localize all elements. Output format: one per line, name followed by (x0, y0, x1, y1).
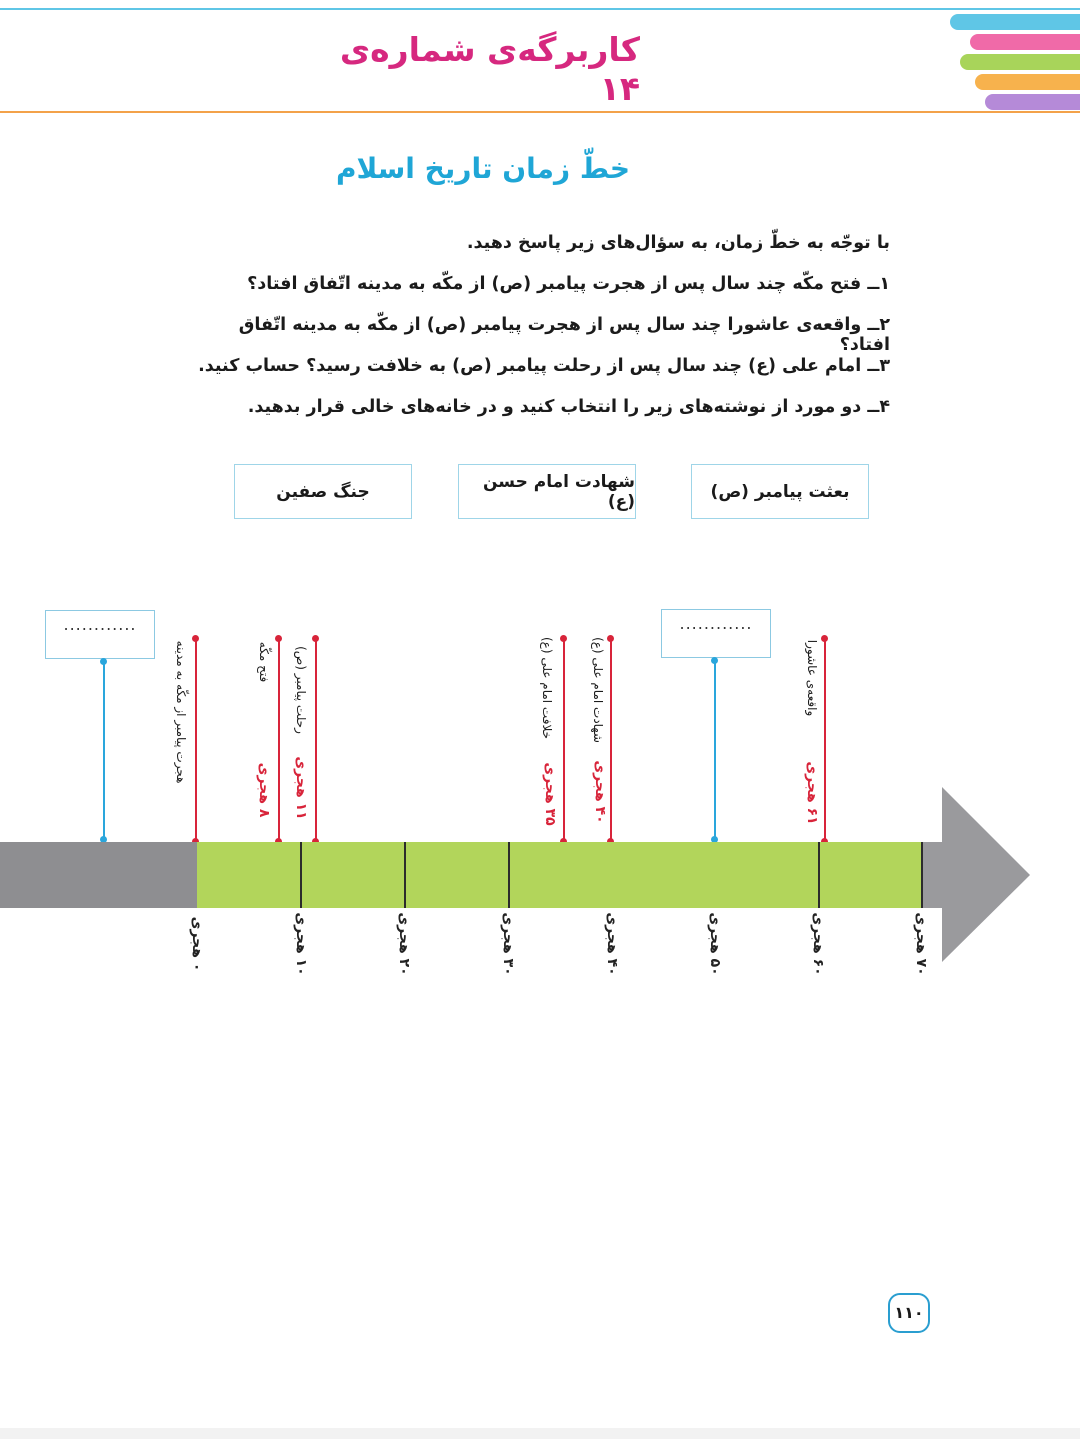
timeline-tick (818, 842, 820, 908)
option-box-jang-siffin[interactable]: جنگ صفین (234, 464, 412, 519)
option-box-besat[interactable]: بعثت پیامبر (ص) (691, 464, 869, 519)
blank-connector-line (103, 662, 105, 840)
worksheet-title: کاربرگه‌ی شماره‌ی ۱۴ (339, 30, 640, 108)
header-top-line (0, 8, 1080, 10)
event-label-khelafat-ali: خلافت امام علی (ع) (540, 636, 554, 740)
event-date-ashura: ۶۱ هجری (804, 761, 820, 825)
page-number: ۱۱۰ (888, 1293, 930, 1333)
timeline-before-segment (0, 842, 197, 908)
event-label-hijrat: هجرت پیامبر از مکّه به مدینه (174, 640, 188, 784)
stripe-orange (975, 74, 1080, 90)
event-label-fath-makka: فتح مکّه (257, 641, 271, 683)
question-3: ۳ــ امام علی (ع) چند سال پس از رحلت پیامبر (ص) به خلافت رسید؟ حساب کنید. (198, 356, 890, 376)
stripe-green (960, 54, 1080, 70)
axis-label-50: ۵۰ هجری (707, 912, 723, 976)
event-label-shahadat-ali: شهادت امام علی (ع) (591, 637, 605, 743)
question-2: ۲ــ واقعه‌ی عاشورا چند سال پس از هجرت پیامبر (ص) از مکّه به مدینه اتّفاق افتاد؟ (238, 315, 890, 355)
timeline-tick (508, 842, 510, 908)
option-box-shahadat-hasan[interactable]: شهادت امام حسن (ع) (458, 464, 636, 519)
blank-dots: ............ (63, 615, 137, 634)
axis-label-20: ۲۰ هجری (396, 912, 412, 976)
timeline-bar (0, 842, 924, 908)
axis-label-60: ۶۰ هجری (810, 912, 826, 976)
event-line-shahadat-ali (610, 639, 612, 842)
blank-connector-line (714, 661, 716, 840)
axis-label-40: ۴۰ هجری (604, 912, 620, 976)
questions-intro: با توجّه به خطّ زمان، به سؤال‌های زیر پاسخ دهید. (466, 233, 890, 253)
bottom-strip (0, 1428, 1080, 1439)
event-line-rehlat (315, 639, 317, 842)
event-line-hijrat (195, 639, 197, 842)
section-title: خطّ زمان تاریخ اسلام (335, 152, 630, 185)
stripe-purple (985, 94, 1080, 110)
event-date-fath-makka: ۸ هجری (256, 762, 272, 818)
timeline-tick (300, 842, 302, 908)
event-line-khelafat-ali (563, 639, 565, 842)
stripe-pink (970, 34, 1080, 50)
event-date-rehlat: ۱۱ هجری (293, 756, 309, 820)
blank-dots: ............ (679, 614, 753, 633)
event-label-ashura: واقعه‌ی عاشورا (805, 639, 819, 717)
timeline-arrow-head (922, 787, 1032, 962)
axis-label-70: ۷۰ هجری (913, 912, 929, 976)
question-4: ۴ــ دو مورد از نوشته‌های زیر را انتخاب کنید و در خانه‌های خالی قرار بدهید. (247, 397, 890, 417)
blank-answer-box-left[interactable] (45, 610, 155, 659)
timeline-period-segment (197, 842, 924, 908)
event-date-shahadat-ali: ۴۰ هجری (592, 760, 608, 824)
timeline-tick (404, 842, 406, 908)
header-rule (0, 111, 1080, 113)
event-label-rehlat: رحلت پیامبر (ص) (294, 646, 308, 734)
event-line-ashura (824, 639, 826, 842)
stripe-blue (950, 14, 1080, 30)
axis-label-10: ۱۰ هجری (293, 912, 309, 976)
event-line-fath-makka (278, 639, 280, 842)
timeline-tick (921, 842, 923, 908)
event-date-khelafat-ali: ۳۵ هجری (542, 762, 558, 826)
header-stripe-decoration (930, 10, 1080, 110)
axis-label-0: ۰ هجری (189, 916, 205, 972)
axis-label-30: ۳۰ هجری (500, 912, 516, 976)
blank-answer-box-right[interactable] (661, 609, 771, 658)
question-1: ۱ــ فتح مکّه چند سال پس از هجرت پیامبر (ص) از مکّه به مدینه اتّفاق افتاد؟ (247, 274, 890, 294)
